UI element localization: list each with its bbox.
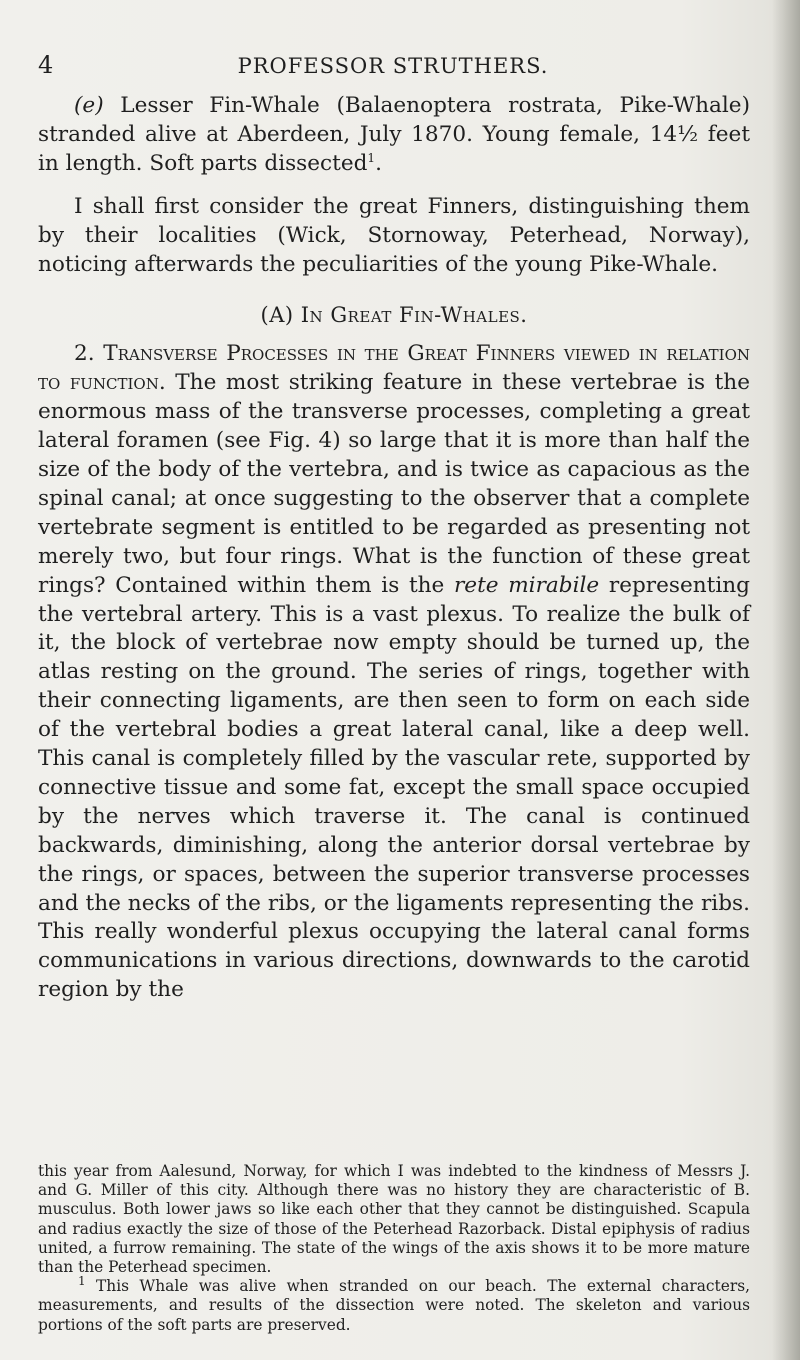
section-2-text-a: The most striking feature in these vertebrae is the enormous mass of the transverse processes, completing a great lateral foramen (see Fig. 4) so large that it is more than half the size of the body of the vertebra, and is twice as capacious as the spinal canal; at once suggesting to the observer that a complete vertebrate segment is entitled to be regarded as presenting not merely two, but four rings. What is the function of these great rings? Contained within them is the xyxy=(38,370,750,598)
footnote-1-marker: 1 xyxy=(78,1274,86,1289)
section-2-paragraph xyxy=(38,340,750,1005)
entry-e-paragraph xyxy=(38,92,750,179)
footnote-1 xyxy=(38,1274,750,1335)
entry-e-text: Lesser Fin-Whale (Balaenoptera rostrata, Pike-Whale) stranded alive at Aberdeen, July 1870. Young female, 14½ feet in length. Soft parts dissected xyxy=(38,93,750,176)
entry-e-label: (e) xyxy=(74,93,104,118)
section-heading: (A) In Great Fin-Whales. xyxy=(260,303,528,328)
page-header xyxy=(38,50,748,84)
footnote-1-text: This Whale was alive when stranded on our beach. The external characters, measurements, and results of the dissection were noted. The skeleton and various portions of the soft parts are preserved. xyxy=(38,1277,750,1334)
page-number: 4 xyxy=(38,51,54,79)
entry-e-end: . xyxy=(375,150,382,176)
section-2-number: 2. xyxy=(74,341,95,367)
section-2-title: Transverse Processes in the Great Finners viewed in relation to function. xyxy=(38,341,750,396)
page-edge-shadow xyxy=(772,0,800,1360)
section-2-italic: rete mirabile xyxy=(453,572,600,598)
section-2-text-b: representing the vertebral artery. This is a vast plexus. To realize the bulk of it, the block of vertebrae now empty should be turned up, the atlas resting on the ground. The series of rings, together with their connecting ligaments, are then seen to form on each side of the vertebral bodies a great lateral canal, like a deep well. This canal is completely filled by the vascular rete, supported by connective tissue and some fat, except the small space occupied by the nerves which traverse it. The canal is continued backwards, diminishing, along the anterior dorsal vertebrae by the rings, or spaces, between the superior transverse processes and the necks of the ribs, or the ligaments representing the ribs. This really wonderful plexus occupying the lateral canal forms communications in various directions, downwards to the carotid region by the xyxy=(38,572,750,1003)
footnote-continued: this year from Aalesund, Norway, for which I was indebted to the kindness of Messrs J. and G. Miller of this city. Although there was no history they are characteristic of B. musculus. Both lower jaws so like each other that they cannot be distinguished. Scapula and radius exactly the size of those of the Peterhead Razorback. Distal epiphysis of radius united, a furrow remaining. The state of the wings of the axis shows it to be more mature than the Peterhead specimen. xyxy=(38,1162,750,1277)
body-text xyxy=(38,92,750,1005)
running-head: PROFESSOR STRUTHERS. xyxy=(237,54,549,78)
intro-paragraph: I shall first consider the great Finners, distinguishing them by their localities (Wick, Stornoway, Peterhead, Norway), noticing afterwards the peculiarities of the young Pike-Whale. xyxy=(38,193,750,277)
footnote-ref-1[interactable]: 1 xyxy=(367,150,376,165)
footnotes xyxy=(38,1162,750,1335)
